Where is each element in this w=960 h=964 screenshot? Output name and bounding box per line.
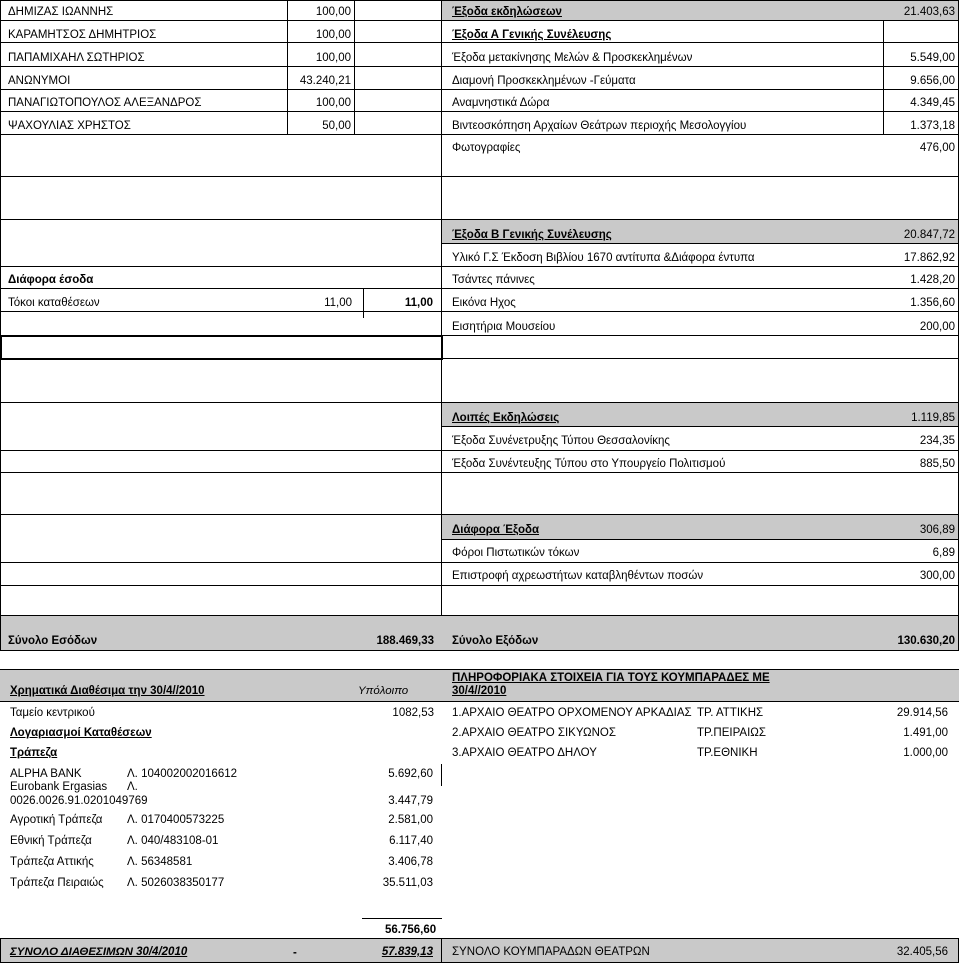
expense-amount: 21.403,63 [903, 6, 955, 18]
income-amount: 100,00 [315, 29, 351, 41]
income-name: ΠΑΝΑΓΙΩΤΟΠΟΥΛΟΣ ΑΛΕΞΑΝΔΡΟΣ [8, 97, 202, 109]
expense-amount: 234,35 [919, 435, 955, 447]
expense-amount: 200,00 [919, 321, 955, 333]
bank-account: Λ. 0170400573225 [127, 814, 225, 826]
misc-income-amount: 11,00 [324, 297, 352, 309]
grand-total-dash: - [293, 947, 297, 959]
expense-label: Αναμνηστικά Δώρα [452, 97, 550, 109]
expense-section-title: Διάφορα Έξοδα [452, 524, 540, 536]
expense-amount: 1.119,85 [911, 412, 955, 424]
expense-label: Έξοδα μετακίνησης Μελών & Προσκεκλημένων [452, 52, 693, 64]
accounts-subtotal: 56.756,60 [385, 924, 437, 936]
info-title-line1: ΠΛΗΡΟΦΟΡΙΑΚΑ ΣΤΟΙΧΕΙΑ ΓΙΑ ΤΟΥΣ ΚΟΥΜΠΑΡΑΔΕΣ ΜΕ [452, 672, 770, 684]
bank-name: Τράπεζα Πειραιώς [10, 877, 104, 889]
expense-label: Εικόνα Ηχος [452, 297, 516, 309]
income-total-value: 188.469,33 [376, 635, 434, 647]
bank-name: Τράπεζα Αττικής [10, 856, 94, 868]
expense-section-title: Έξοδα εκδηλώσεων [452, 6, 562, 18]
misc-income-label: Τόκοι καταθέσεων [8, 297, 100, 309]
balance-header: Υπόλοιπο [358, 685, 409, 697]
expense-amount: 20.847,72 [903, 229, 955, 241]
theater-bank: ΤΡ.ΕΘΝΙΚΗ [697, 747, 758, 759]
expense-amount: 306,89 [919, 524, 955, 536]
info-title-line2: 30/4//2010 [452, 685, 507, 697]
expense-label: Διαμονή Προσκεκλημένων -Γεύματα [452, 75, 636, 87]
income-amount: 100,00 [315, 97, 351, 109]
bank-account: Λ. 5026038350177 [127, 877, 225, 889]
bank-value: 35.511,03 [382, 877, 433, 889]
bank-value: 5.692,60 [388, 768, 433, 780]
income-amount: 43.240,21 [299, 75, 351, 87]
bank-title: Τράπεζα [10, 747, 58, 759]
grand-total-label: ΣΥΝΟΛΟ ΔΙΑΘΕΣΙΜΩΝ 30/4/2010 [10, 946, 188, 958]
grid-line [0, 0, 1, 650]
treasury-label: Ταμείο κεντρικού [10, 707, 95, 719]
income-amount: 50,00 [322, 120, 351, 132]
expense-amount: 1.373,18 [910, 120, 955, 132]
expense-section-title: Έξοδα Β Γενικής Συνέλευσης [452, 229, 612, 241]
expense-section-title: Λοιπές Εκδηλώσεις [452, 412, 560, 424]
income-name: ΑΝΩΝΥΜΟΙ [8, 75, 71, 87]
theater-bank: ΤΡ.ΠΕΙΡΑΙΩΣ [697, 727, 766, 739]
bank-account: Λ. 56348581 [127, 856, 193, 868]
grid-line [363, 288, 364, 318]
grand-total-value: 57.839,13 [381, 946, 433, 958]
expense-amount: 300,00 [919, 570, 955, 582]
misc-income-total: 11,00 [404, 297, 433, 309]
expense-amount: 6,89 [932, 547, 955, 559]
theater-amount: 1.000,00 [903, 747, 948, 759]
income-name: ΚΑΡΑΜΗΤΣΟΣ ΔΗΜΗΤΡΙΟΣ [8, 29, 157, 41]
income-total-label: Σύνολο Εσόδων [8, 635, 98, 647]
theaters-total-label: ΣΥΝΟΛΟ ΚΟΥΜΠΑΡΑΔΩΝ ΘΕΑΤΡΩΝ [452, 946, 650, 958]
expense-section-title: Έξοδα Α Γενικής Συνέλευσης [452, 29, 612, 41]
expense-label: Εισητήρια Μουσείου [452, 321, 556, 333]
expense-amount: 476,00 [919, 142, 955, 154]
bank-value: 3.406,78 [388, 856, 433, 868]
expense-label: Έξοδα Συνέντευξης Τύπου στο Υπουργείο Πολιτισμού [452, 458, 726, 470]
treasury-value: 1082,53 [392, 707, 434, 719]
misc-income-title: Διάφορα έσοδα [8, 274, 94, 286]
bank-value: 3.447,79 [388, 795, 433, 807]
expense-amount: 4.349,45 [910, 97, 955, 109]
bank-account: Λ. 040/483108-01 [127, 835, 219, 847]
expense-label: Τσάντες πάνινες [452, 274, 535, 286]
bank-name: Eurobank Ergasias [10, 781, 108, 793]
theater-name: 2.ΑΡΧΑΙΟ ΘΕΑΤΡΟ ΣΙΚΥΩΝΟΣ [452, 727, 616, 739]
bank-name: Εθνική Τράπεζα [10, 835, 92, 847]
theater-amount: 29.914,56 [896, 707, 948, 719]
bank-account-line2: 0026.0026.91.0201049769 [10, 795, 148, 807]
expense-amount: 5.549,00 [910, 52, 955, 64]
theater-name: 3.ΑΡΧΑΙΟ ΘΕΑΤΡΟ ΔΗΛΟΥ [452, 747, 597, 759]
grid-line [441, 764, 442, 786]
bank-value: 6.117,40 [389, 835, 433, 847]
deposits-title: Λογαριασμοί Καταθέσεων [10, 727, 152, 739]
expense-label: Βιντεοσκόπηση Αρχαίων Θεάτρων περιοχής Μεσολογγίου [452, 120, 747, 132]
expense-total-label: Σύνολο Εξόδων [452, 635, 539, 647]
expense-label: Φόροι Πιστωτικών τόκων [452, 547, 580, 559]
expense-amount: 885,50 [919, 458, 955, 470]
theaters-total-value: 32.405,56 [896, 946, 948, 958]
empty-bordered-cell [0, 335, 443, 360]
expense-amount: 1.356,60 [910, 297, 955, 309]
income-name: ΨΑΧΟΥΛΙΑΣ ΧΡΗΣΤΟΣ [8, 120, 131, 132]
expense-total-value: 130.630,20 [897, 635, 955, 647]
expense-label: Επιστροφή αχρεωστήτων καταβληθέντων ποσών [452, 570, 704, 582]
bank-account: Λ. [127, 781, 138, 793]
expense-amount: 1.428,20 [910, 274, 955, 286]
income-name: ΠΑΠΑΜΙΧΑΗΛ ΣΩΤΗΡΙΟΣ [8, 52, 145, 64]
grid-line [958, 0, 959, 650]
expense-label: Φωτογραφίες [452, 142, 521, 154]
bank-account: Λ. 104002002016612 [127, 768, 238, 780]
income-amount: 100,00 [315, 52, 351, 64]
expense-amount: 9.656,00 [910, 75, 955, 87]
expense-label: Έξοδα Συνένετρυξης Τύπου Θεσσαλονίκης [452, 435, 670, 447]
income-name: ΔΗΜΙΖΑΣ ΙΩΑΝΝΗΣ [8, 6, 114, 18]
bank-value: 2.581,00 [388, 814, 433, 826]
theater-bank: ΤΡ. ΑΤΤΙΚΗΣ [697, 707, 764, 719]
grid-line [441, 0, 442, 650]
expense-amount: 17.862,92 [903, 252, 955, 264]
income-amount: 100,00 [315, 6, 351, 18]
expense-label: Υλικό Γ.Σ Έκδοση Βιβλίου 1670 αντίτυπα &Διάφορα έντυπα [452, 252, 755, 264]
bank-name: Αγροτική Τράπεζα [10, 814, 103, 826]
theater-amount: 1.491,00 [903, 727, 948, 739]
theater-name: 1.ΑΡΧΑΙΟ ΘΕΑΤΡΟ ΟΡΧΟΜΕΝΟΥ ΑΡΚΑΔΙΑΣ [452, 707, 692, 719]
bank-name: ALPHA BANK [10, 768, 82, 780]
cash-title: Χρηματικά Διαθέσιμα την 30/4//2010 [10, 685, 205, 697]
